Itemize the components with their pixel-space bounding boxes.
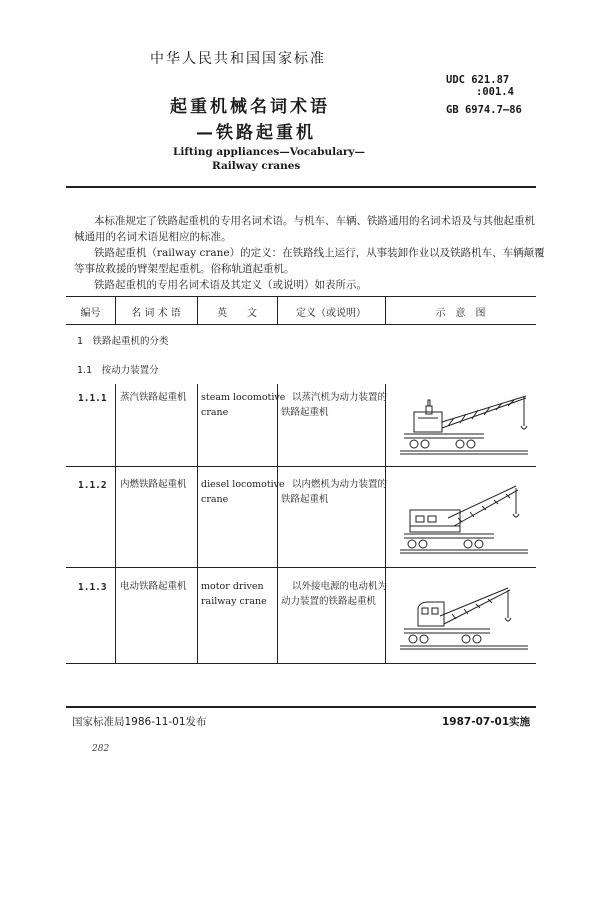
udc-code-suffix: :001.4 bbox=[476, 86, 514, 98]
english-subtitle: Railway cranes bbox=[212, 160, 301, 172]
table-header-rule bbox=[66, 324, 536, 325]
footer-rule bbox=[66, 706, 536, 708]
row-definition-cont: 铁路起重机 bbox=[281, 494, 329, 505]
effective-date: 1987-07-01实施 bbox=[442, 716, 531, 728]
subsection-heading: 1.1 按动力装置分 bbox=[77, 365, 159, 376]
row-divider-2 bbox=[66, 567, 536, 568]
header-definition: 定义（或说明） bbox=[296, 308, 366, 319]
row-english-cont: crane bbox=[201, 407, 229, 418]
col-divider-3-body bbox=[277, 384, 278, 663]
gb-number: GB 6974.7—86 bbox=[446, 104, 522, 116]
header-number: 编号 bbox=[80, 308, 101, 319]
row-term: 蒸汽铁路起重机 bbox=[120, 392, 187, 403]
intro-paragraph-2-cont: 等事故救援的臂架型起重机。俗称轨道起重机。 bbox=[74, 263, 295, 275]
header-rule bbox=[66, 186, 536, 188]
row-definition-cont: 动力装置的铁路起重机 bbox=[281, 596, 377, 607]
row-english: diesel locomotive bbox=[201, 479, 285, 490]
header-english: 英 文 bbox=[217, 308, 257, 319]
steam-crane-diagram bbox=[398, 382, 530, 462]
row-divider-1 bbox=[66, 466, 536, 467]
english-title: Lifting appliances—Vocabulary— bbox=[173, 146, 366, 158]
issue-date: 国家标准局1986-11-01发布 bbox=[72, 716, 207, 728]
row-english: steam locomotive bbox=[201, 392, 286, 403]
table-bottom-rule bbox=[66, 663, 536, 664]
section-heading: 1 铁路起重机的分类 bbox=[77, 336, 169, 347]
row-english-cont: crane bbox=[201, 494, 229, 505]
national-standard-heading: 中华人民共和国国家标准 bbox=[150, 51, 326, 67]
intro-paragraph-3: 铁路起重机的专用名词术语及其定义（或说明）如表所示。 bbox=[94, 279, 367, 291]
intro-paragraph-1: 本标准规定了铁路起重机的专用名词术语。与机车、车辆、铁路通用的名词术语及与其他起重机 bbox=[94, 215, 535, 227]
intro-paragraph-2: 铁路起重机（railway crane）的定义：在铁路线上运行，从事装卸作业以及铁路机车、车辆颠覆 bbox=[94, 247, 545, 259]
row-number: 1.1.3 bbox=[78, 582, 107, 593]
row-number: 1.1.2 bbox=[78, 480, 107, 491]
row-definition: 以外接电源的电动机为 bbox=[292, 581, 388, 592]
diesel-crane-diagram bbox=[398, 476, 530, 560]
row-term: 内燃铁路起重机 bbox=[120, 479, 187, 490]
intro-paragraph-1-cont: 械通用的名词术语见相应的标准。 bbox=[74, 231, 232, 243]
page-number: 282 bbox=[92, 744, 110, 754]
col-divider-1-body bbox=[115, 384, 116, 663]
row-definition: 以蒸汽机为动力装置的 bbox=[292, 392, 388, 403]
row-definition: 以内燃机为动力装置的 bbox=[292, 479, 388, 490]
row-number: 1.1.1 bbox=[78, 393, 107, 404]
row-definition-cont: 铁路起重机 bbox=[281, 407, 329, 418]
row-english-cont: railway crane bbox=[201, 596, 267, 607]
row-term: 电动铁路起重机 bbox=[120, 581, 187, 592]
electric-crane-diagram bbox=[398, 574, 530, 658]
udc-code: UDC 621.87 bbox=[446, 74, 510, 86]
col-divider-2-body bbox=[197, 384, 198, 663]
document-title: 起重机械名词术语 bbox=[170, 97, 330, 117]
col-divider-4-body bbox=[385, 384, 386, 663]
header-term: 名 词 术 语 bbox=[131, 308, 181, 319]
header-figure: 示 意 图 bbox=[435, 308, 486, 319]
row-english: motor driven bbox=[201, 581, 264, 592]
table-top-rule bbox=[66, 296, 536, 297]
document-subtitle: —铁路起重机 bbox=[196, 123, 316, 143]
